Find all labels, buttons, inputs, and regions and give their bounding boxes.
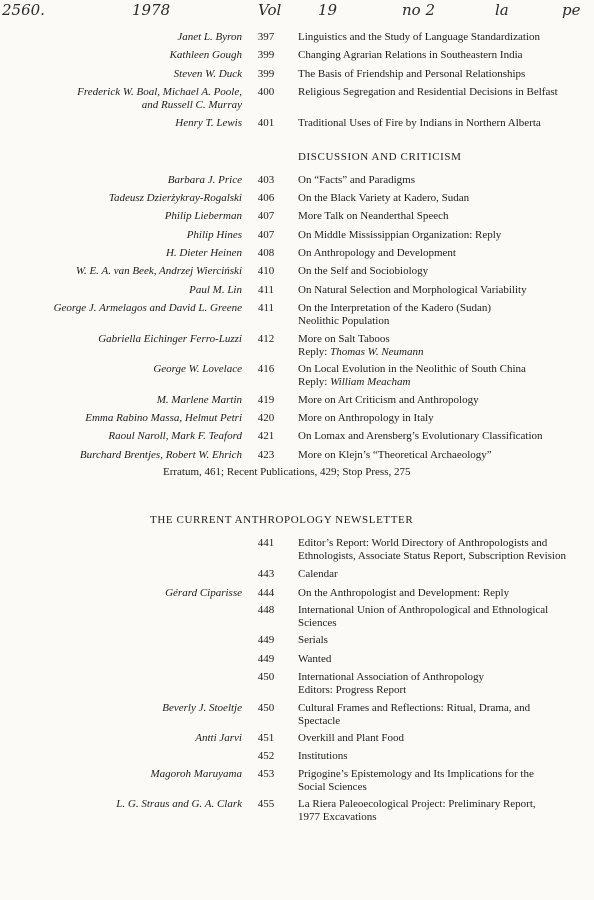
author-name [10, 430, 242, 443]
reply-line [298, 346, 588, 359]
article-title [298, 210, 588, 223]
page-number: 419 [257, 394, 275, 406]
reply-author: William Meacham [330, 376, 411, 388]
page-number: 452 [257, 750, 275, 762]
author-line: W. E. A. van Beek, Andrzej Wierciński [75, 265, 242, 277]
handwritten-note: pe [562, 1, 581, 19]
author-name [10, 68, 242, 81]
author-name [10, 117, 242, 130]
newsletter-heading: THE CURRENT ANTHROPOLOGY NEWSLETTER [150, 514, 414, 526]
author-name [10, 229, 242, 242]
title-line: More on Salt Taboos [298, 333, 390, 345]
page-number: 420 [257, 412, 275, 424]
article-title [298, 653, 588, 666]
author-name [10, 210, 242, 223]
page-number: 449 [257, 653, 275, 665]
author-line: Gabriella Eichinger Ferro-Luzzi [98, 333, 242, 345]
author-line: Beverly J. Stoeltje [162, 702, 242, 714]
title-line: More Talk on Neanderthal Speech [298, 210, 449, 222]
reply-label: Reply: [298, 376, 331, 388]
reply-author: Thomas W. Neumann [330, 346, 424, 358]
author-line: Paul M. Lin [189, 284, 242, 296]
article-title [298, 86, 588, 99]
title-line: On Local Evolution in the Neolithic of South China [298, 363, 526, 375]
author-line: Kathleen Gough [169, 49, 242, 61]
author-line: Antti Jarvi [195, 732, 242, 744]
page-number: 412 [257, 333, 275, 345]
article-title [298, 798, 588, 824]
author-name [10, 247, 242, 260]
author-line: H. Dieter Heinen [165, 247, 242, 259]
title-line: Religious Segregation and Residential Decisions in Belfast [298, 86, 558, 98]
author-name [10, 363, 242, 376]
article-title [298, 49, 588, 62]
author-name [10, 49, 242, 62]
author-line: Tadeusz Dzierżykray-Rogalski [108, 192, 242, 204]
author-line: Frederick W. Boal, Michael A. Poole, [77, 86, 242, 98]
author-line: Steven W. Duck [173, 68, 242, 80]
page-number: 406 [257, 192, 275, 204]
page-number: 421 [257, 430, 275, 442]
article-title [298, 768, 588, 794]
handwritten-note: la [495, 1, 509, 19]
title-line: Calendar [298, 568, 338, 580]
title-line: The Basis of Friendship and Personal Relationships [298, 68, 526, 80]
article-title [298, 229, 588, 242]
article-title [298, 174, 588, 187]
handwritten-note: no 2 [402, 1, 436, 19]
title-line: Serials [298, 634, 328, 646]
page-number: 410 [257, 265, 275, 277]
title-line: On the Self and Sociobiology [298, 265, 429, 277]
author-name [10, 192, 242, 205]
author-line: Janet L. Byron [177, 31, 242, 43]
discussion-heading: DISCUSSION AND CRITICISM [298, 151, 462, 163]
handwritten-note: 19 [318, 1, 338, 19]
page-number: 411 [257, 284, 275, 296]
author-line: and Russell C. Murray [141, 99, 242, 111]
handwritten-note: 2560. [2, 1, 45, 19]
page-number: 400 [257, 86, 275, 98]
title-line: Cultural Frames and Reflections: Ritual, Drama, and [298, 702, 531, 714]
author-line: Philip Lieberman [164, 210, 242, 222]
author-name [10, 31, 242, 44]
article-title [298, 604, 588, 630]
page-number: 423 [257, 449, 275, 461]
article-title [298, 587, 588, 600]
author-name [10, 394, 242, 407]
page-number: 399 [257, 49, 275, 61]
title-line: Wanted [298, 653, 332, 665]
page-number: 441 [257, 537, 275, 549]
page-number: 407 [257, 229, 275, 241]
article-title [298, 302, 588, 328]
article-title [298, 449, 588, 462]
article-title [298, 750, 588, 763]
title-line: More on Anthropology in Italy [298, 412, 434, 424]
author-line: M. Marlene Martin [156, 394, 242, 406]
title-line: On the Interpretation of the Kadero (Sudan) [298, 302, 492, 314]
title-line: On Lomax and Arensberg’s Evolutionary Classification [298, 430, 543, 442]
title-line: Changing Agrarian Relations in Southeastern India [298, 49, 523, 61]
page-number: 449 [257, 634, 275, 646]
article-title [298, 192, 588, 205]
page-number: 443 [257, 568, 275, 580]
article-title [298, 537, 588, 563]
title-line: Sciences [298, 617, 337, 629]
author-name [10, 333, 242, 346]
handwritten-note: Vol [258, 1, 282, 19]
page-number: 453 [257, 768, 275, 780]
title-line: Ethnologists, Associate Status Report, Subscription Revision [298, 550, 566, 562]
page-number: 455 [257, 798, 275, 810]
page-number: 399 [257, 68, 275, 80]
article-title [298, 247, 588, 260]
article-title [298, 333, 588, 359]
page-number: 397 [257, 31, 275, 43]
author-line: Raoul Naroll, Mark F. Teaford [108, 430, 242, 442]
title-line: On “Facts” and Paradigms [298, 174, 415, 186]
author-name [10, 449, 242, 462]
page-number: 450 [257, 671, 275, 683]
title-line: Linguistics and the Study of Language Standardization [298, 31, 540, 43]
article-title [298, 284, 588, 297]
author-name [10, 702, 242, 715]
author-line: Gérard Ciparisse [165, 587, 242, 599]
author-name [10, 732, 242, 745]
title-line: Institutions [298, 750, 348, 762]
author-name [10, 798, 242, 811]
article-title [298, 363, 588, 389]
handwritten-note: 1978 [132, 1, 171, 19]
author-name [10, 768, 242, 781]
author-name [10, 174, 242, 187]
title-line: International Union of Anthropological and Ethnological [298, 604, 549, 616]
article-title [298, 265, 588, 278]
article-title [298, 702, 588, 728]
author-line: Henry T. Lewis [175, 117, 242, 129]
article-title [298, 68, 588, 81]
reply-label: Reply: [298, 346, 331, 358]
author-line: George W. Lovelace [153, 363, 242, 375]
notes-line: Erratum, 461; Recent Publications, 429; Stop Press, 275 [163, 466, 411, 478]
page-number: 444 [257, 587, 275, 599]
author-line: George J. Armelagos and David L. Greene [53, 302, 242, 314]
reply-line [298, 376, 588, 389]
author-name [10, 86, 242, 112]
author-name [10, 412, 242, 425]
article-title [298, 412, 588, 425]
title-line: Editors: Progress Report [298, 684, 407, 696]
page-number: 416 [257, 363, 275, 375]
title-line: Spectacle [298, 715, 341, 727]
article-title [298, 394, 588, 407]
page-number: 411 [257, 302, 275, 314]
page-number: 401 [257, 117, 275, 129]
author-name [10, 284, 242, 297]
article-title [298, 732, 588, 745]
author-line: Emma Rabino Massa, Helmut Petri [85, 412, 242, 424]
title-line: Neolithic Population [298, 315, 390, 327]
title-line: More on Art Criticism and Anthropology [298, 394, 479, 406]
page-number: 451 [257, 732, 275, 744]
title-line: Traditional Uses of Fire by Indians in Northern Alberta [298, 117, 541, 129]
title-line: On the Anthropologist and Development: Reply [298, 587, 510, 599]
article-title [298, 430, 588, 443]
page-number: 407 [257, 210, 275, 222]
author-name [10, 587, 242, 600]
author-line: L. G. Straus and G. A. Clark [116, 798, 242, 810]
title-line: Overkill and Plant Food [298, 732, 405, 744]
author-name [10, 302, 242, 315]
title-line: More on Klejn’s “Theoretical Archaeology” [298, 449, 492, 461]
title-line: La Riera Paleoecological Project: Preliminary Report, [298, 798, 536, 810]
title-line: International Association of Anthropology [298, 671, 485, 683]
author-line: Philip Hines [186, 229, 242, 241]
author-line: Magoroh Maruyama [150, 768, 242, 780]
article-title [298, 634, 588, 647]
title-line: On Anthropology and Development [298, 247, 456, 259]
title-line: On Natural Selection and Morphological Variability [298, 284, 527, 296]
author-name [10, 265, 242, 278]
page-number: 408 [257, 247, 275, 259]
title-line: Social Sciences [298, 781, 367, 793]
page-number: 403 [257, 174, 275, 186]
title-line: On Middle Mississippian Organization: Reply [298, 229, 502, 241]
article-title [298, 117, 588, 130]
author-line: Burchard Brentjes, Robert W. Ehrich [79, 449, 242, 461]
page-number: 448 [257, 604, 275, 616]
article-title [298, 31, 588, 44]
title-line: Prigogine’s Epistemology and Its Implications for the [298, 768, 534, 780]
article-title [298, 568, 588, 581]
title-line: On the Black Variety at Kadero, Sudan [298, 192, 470, 204]
handwritten-annotation [0, 1, 594, 25]
page-number: 450 [257, 702, 275, 714]
title-line: 1977 Excavations [298, 811, 377, 823]
title-line: Editor’s Report: World Directory of Anthropologists and [298, 537, 548, 549]
author-line: Barbara J. Price [167, 174, 242, 186]
article-title [298, 671, 588, 697]
